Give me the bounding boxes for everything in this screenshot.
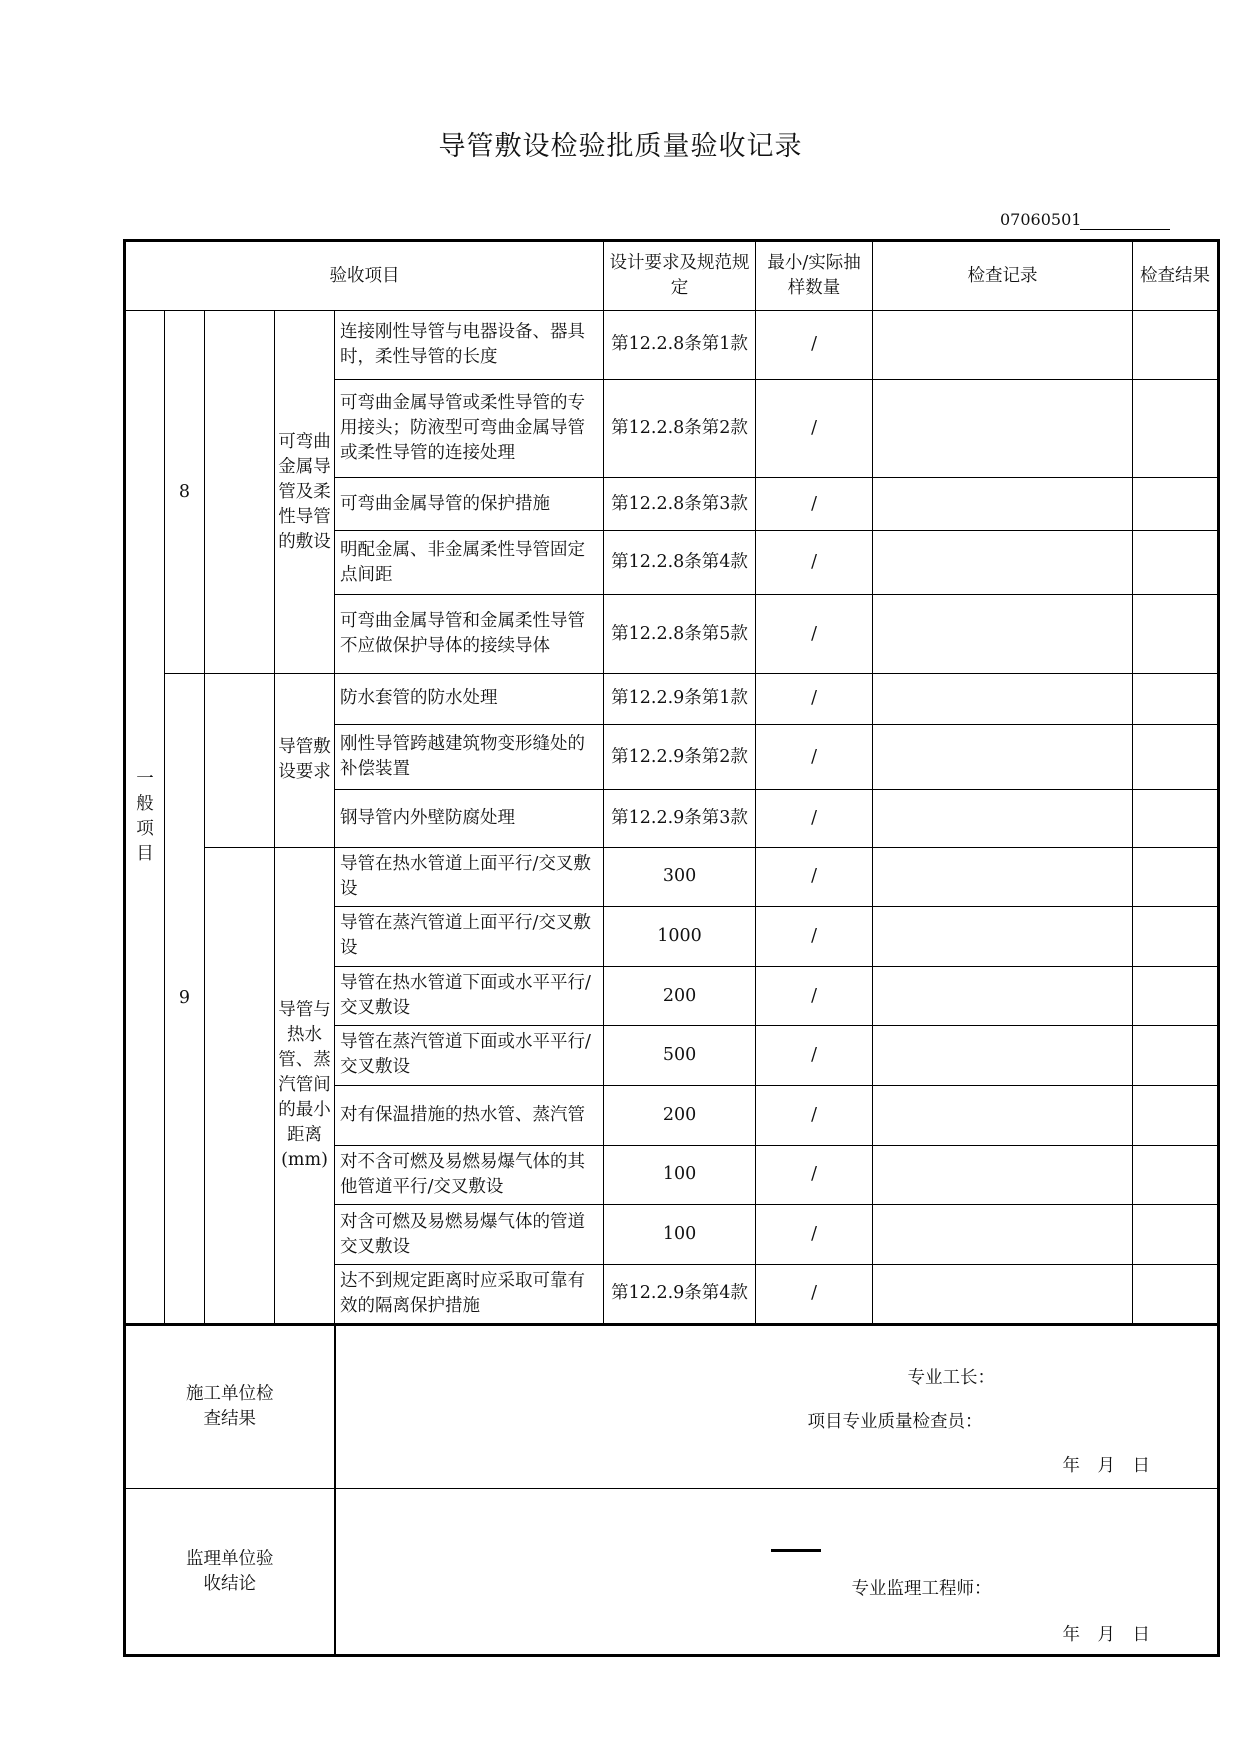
table-row [125, 673, 1219, 724]
group8-number: 8 [165, 311, 205, 674]
row-sample: / [756, 1265, 873, 1324]
group8-name: 可弯曲金属导管及柔性导管的敷设 [275, 311, 335, 674]
supervision-date: 年 月 日 [1062, 1625, 1150, 1646]
row-record[interactable] [873, 531, 1133, 595]
row-spec: 第12.2.8条第1款 [604, 311, 756, 379]
row-sample: / [756, 531, 873, 595]
row-result[interactable] [1133, 1085, 1219, 1145]
row-result[interactable] [1133, 1026, 1219, 1085]
row-sample: / [756, 673, 873, 724]
row-spec: 第12.2.9条第4款 [604, 1265, 756, 1324]
table-row [125, 311, 1219, 379]
group9-sub2-name: 导管与热水管、蒸汽管间的最小距离(mm) [275, 847, 335, 1324]
inspection-table [123, 239, 1220, 1657]
quality-inspector-label: 项目专业质量检查员： [807, 1411, 983, 1432]
category-label: 一般项目 [125, 311, 165, 1324]
header-record: 检查记录 [873, 241, 1133, 311]
row-spec: 1000 [604, 906, 756, 966]
row-item: 导管在蒸汽管道下面或水平平行/交叉敷设 [335, 1026, 604, 1085]
row-result[interactable] [1133, 1205, 1219, 1265]
row-spec: 第12.2.9条第1款 [604, 673, 756, 724]
form-code-underline [1080, 229, 1170, 230]
row-record[interactable] [873, 477, 1133, 530]
row-record[interactable] [873, 673, 1133, 724]
row-item: 导管在热水管道上面平行/交叉敷设 [335, 847, 604, 906]
row-sample: / [756, 311, 873, 379]
row-record[interactable] [873, 725, 1133, 790]
row-result[interactable] [1133, 311, 1219, 379]
row-spec: 100 [604, 1205, 756, 1265]
row-sample: / [756, 1205, 873, 1265]
row-sample: / [756, 1026, 873, 1085]
row-record[interactable] [873, 1026, 1133, 1085]
row-item: 刚性导管跨越建筑物变形缝处的补偿装置 [335, 725, 604, 790]
row-item: 明配金属、非金属柔性导管固定点间距 [335, 531, 604, 595]
row-record[interactable] [873, 790, 1133, 847]
row-sample: / [756, 906, 873, 966]
row-spec: 第12.2.9条第2款 [604, 725, 756, 790]
row-spec: 300 [604, 847, 756, 906]
row-item: 可弯曲金属导管和金属柔性导管不应做保护导体的接续导体 [335, 595, 604, 673]
supervision-label: 监理单位验收结论 [186, 1548, 274, 1594]
row-item: 导管在蒸汽管道上面平行/交叉敷设 [335, 906, 604, 966]
row-record[interactable] [873, 1145, 1133, 1204]
row-sample: / [756, 477, 873, 530]
row-record[interactable] [873, 906, 1133, 966]
row-spec: 200 [604, 967, 756, 1026]
row-sample: / [756, 1145, 873, 1204]
row-record[interactable] [873, 595, 1133, 673]
row-item: 对有保温措施的热水管、蒸汽管 [335, 1085, 604, 1145]
row-spec: 100 [604, 1145, 756, 1204]
row-result[interactable] [1133, 906, 1219, 966]
construction-date: 年 月 日 [1062, 1455, 1150, 1476]
foreman-label: 专业工长： [907, 1367, 995, 1388]
row-result[interactable] [1133, 1145, 1219, 1204]
row-spec: 500 [604, 1026, 756, 1085]
row-result[interactable] [1133, 1265, 1219, 1324]
row-sample: / [756, 595, 873, 673]
table-row [125, 847, 1219, 906]
header-sample: 最小/实际抽样数量 [756, 241, 873, 311]
row-record[interactable] [873, 847, 1133, 906]
supervising-engineer-label: 专业监理工程师： [851, 1579, 992, 1600]
supervision-row [125, 1489, 1219, 1656]
header-spec: 设计要求及规范规定 [604, 241, 756, 311]
row-record[interactable] [873, 1085, 1133, 1145]
construction-label: 施工单位检查结果 [186, 1383, 274, 1429]
row-result[interactable] [1133, 477, 1219, 530]
row-sample: / [756, 847, 873, 906]
row-item: 防水套管的防水处理 [335, 673, 604, 724]
signature-dash [771, 1549, 821, 1552]
row-result[interactable] [1133, 531, 1219, 595]
row-record[interactable] [873, 311, 1133, 379]
row-item: 对含可燃及易燃易爆气体的管道交叉敷设 [335, 1205, 604, 1265]
row-result[interactable] [1133, 967, 1219, 1026]
row-item: 对不含可燃及易燃易爆气体的其他管道平行/交叉敷设 [335, 1145, 604, 1204]
construction-row [125, 1324, 1219, 1489]
row-item: 达不到规定距离时应采取可靠有效的隔离保护措施 [335, 1265, 604, 1324]
row-result[interactable] [1133, 673, 1219, 724]
row-result[interactable] [1133, 790, 1219, 847]
row-item: 可弯曲金属导管的保护措施 [335, 477, 604, 530]
row-spec: 第12.2.8条第5款 [604, 595, 756, 673]
row-record[interactable] [873, 1265, 1133, 1324]
row-spec: 200 [604, 1085, 756, 1145]
row-sample: / [756, 790, 873, 847]
row-result[interactable] [1133, 595, 1219, 673]
row-spec: 第12.2.9条第3款 [604, 790, 756, 847]
row-spec: 第12.2.8条第4款 [604, 531, 756, 595]
row-sample: / [756, 379, 873, 477]
form-code: 07060501 [1000, 210, 1082, 229]
row-result[interactable] [1133, 379, 1219, 477]
row-sample: / [756, 1085, 873, 1145]
row-item: 可弯曲金属导管或柔性导管的专用接头；防液型可弯曲金属导管或柔性导管的连接处理 [335, 379, 604, 477]
row-spec: 第12.2.8条第3款 [604, 477, 756, 530]
row-sample: / [756, 967, 873, 1026]
row-record[interactable] [873, 967, 1133, 1026]
page-title: 导管敷设检验批质量验收记录 [438, 131, 803, 162]
row-item: 导管在热水管道下面或水平平行/交叉敷设 [335, 967, 604, 1026]
row-item: 钢导管内外壁防腐处理 [335, 790, 604, 847]
group9-number: 9 [165, 673, 205, 1324]
row-record[interactable] [873, 1205, 1133, 1265]
header-row [125, 241, 1219, 311]
row-result[interactable] [1133, 847, 1219, 906]
row-item: 连接刚性导管与电器设备、器具时，柔性导管的长度 [335, 311, 604, 379]
row-record[interactable] [873, 379, 1133, 477]
row-sample: / [756, 725, 873, 790]
row-result[interactable] [1133, 725, 1219, 790]
construction-signature-area[interactable] [335, 1324, 1219, 1489]
row-spec: 第12.2.8条第2款 [604, 379, 756, 477]
header-result: 检查结果 [1133, 241, 1219, 311]
group9-sub1-name: 导管敷设要求 [275, 673, 335, 847]
header-item: 验收项目 [125, 241, 604, 311]
supervision-signature-area[interactable] [335, 1489, 1219, 1656]
